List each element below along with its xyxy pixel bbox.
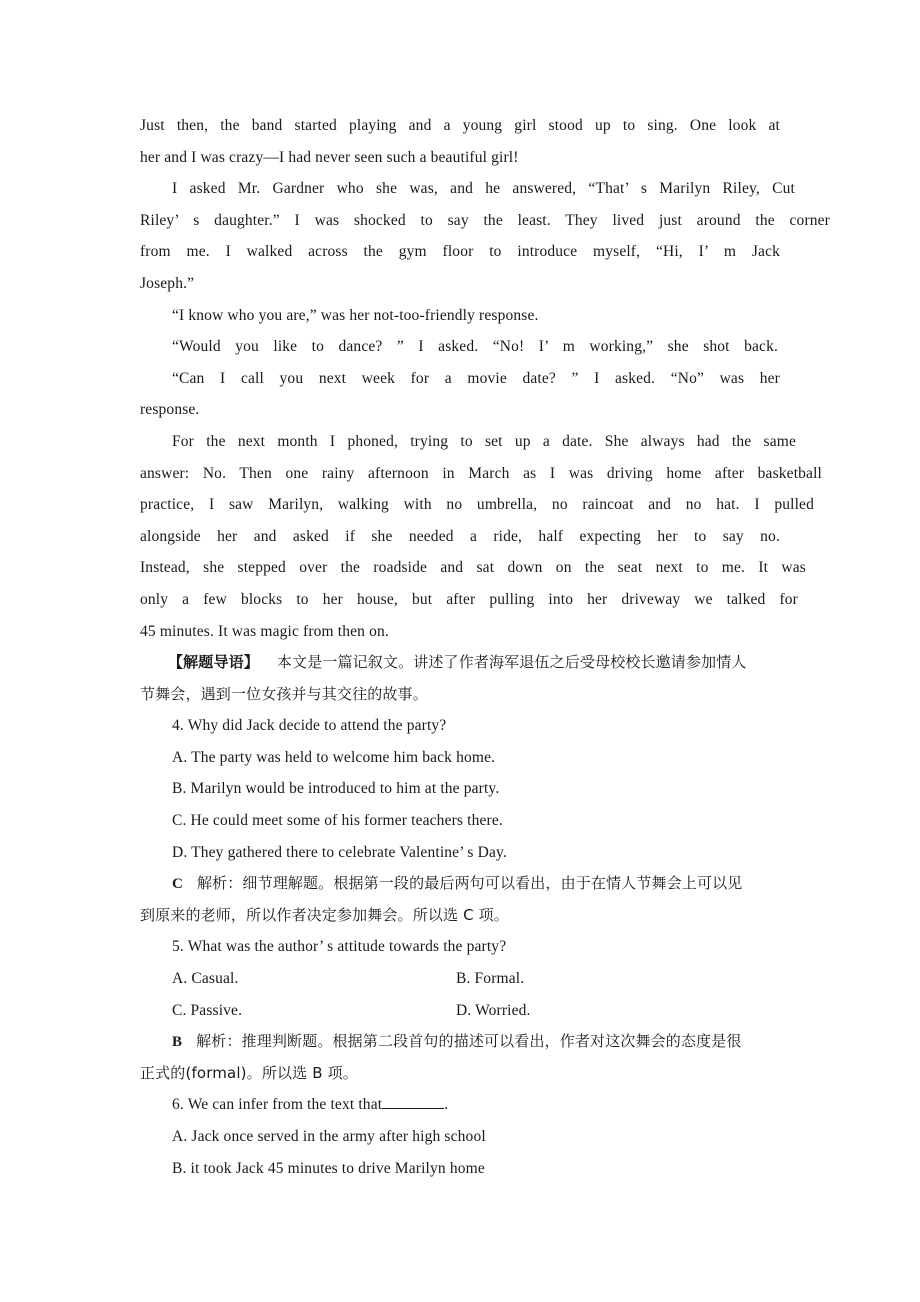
passage-paragraph-5 — [140, 363, 830, 426]
question-number: 5. — [172, 938, 184, 956]
analysis-text-continued: 正式的(formal)。所以选 B 项。 — [140, 1063, 358, 1082]
question-text: We can infer from the text that — [187, 1096, 383, 1114]
passage-paragraph-6 — [140, 426, 830, 647]
options-row — [140, 995, 830, 1027]
answer-blank — [382, 1094, 444, 1109]
question-stem — [140, 931, 830, 963]
passage-line: answer: No. Then one rainy afternoon in March as I was driving home after basketball — [140, 464, 822, 482]
guide-section — [140, 647, 830, 710]
passage-line: from me. I walked across the gym floor to introduce myself, “Hi, I’ m Jack — [140, 243, 780, 261]
option-c: C. Passive. — [172, 1001, 243, 1019]
passage-line: Just then, the band started playing and a young girl stood up to sing. One look at — [140, 117, 780, 134]
question-text: What was the author’ s attitude towards the party? — [187, 938, 507, 956]
option-a: A. The party was held to welcome him back home. — [172, 748, 496, 766]
question-number: 4. — [172, 717, 184, 735]
answer-letter: C — [172, 876, 183, 893]
question-text: Why did Jack decide to attend the party? — [187, 717, 447, 735]
passage-line: practice, I saw Marilyn, walking with no umbrella, no raincoat and no hat. I pulled — [140, 496, 814, 514]
option-b: B. Marilyn would be introduced to him at the party. — [172, 780, 500, 798]
passage-line: Instead, she stepped over the roadside and sat down on the seat next to me. It was — [140, 559, 806, 577]
question-stem — [140, 1089, 830, 1121]
guide-text: 本文是一篇记叙文。讲述了作者海军退伍之后受母校校长邀请参加情人 — [276, 653, 747, 672]
passage-line: alongside her and asked if she needed a ride, half expecting her to say no. — [140, 527, 780, 545]
passage-line: her and I was crazy—I had never seen such a beautiful girl! — [140, 148, 519, 166]
option-b: B. it took Jack 45 minutes to drive Marilyn home — [172, 1159, 485, 1177]
analysis-text: 解析：细节理解题。根据第一段的最后两句可以看出，由于在情人节舞会上可以见 — [196, 874, 743, 893]
passage-line: For the next month I phoned, trying to set up a date. She always had the same — [172, 432, 796, 450]
document-page — [140, 110, 830, 1184]
passage-line: Riley’ s daughter.” I was shocked to say the least. They lived just around the corner — [140, 211, 830, 229]
passage-line: only a few blocks to her house, but after pulling into her driveway we talked for — [140, 590, 798, 608]
analysis-text: 解析：推理判断题。根据第二段首句的描述可以看出，作者对这次舞会的态度是很 — [196, 1032, 742, 1051]
option-c: C. He could meet some of his former teachers there. — [172, 812, 503, 830]
option-b: B. Formal. — [456, 970, 525, 988]
question-stem — [140, 710, 830, 742]
passage-paragraph-3 — [140, 300, 830, 332]
question-4 — [140, 710, 830, 931]
passage-paragraph-4 — [140, 331, 830, 363]
passage-paragraph-2 — [140, 173, 830, 299]
passage-line: response. — [140, 401, 200, 419]
option-d: D. Worried. — [456, 1001, 531, 1019]
passage-line: I asked Mr. Gardner who she was, and he answered, “That’ s Marilyn Riley, Cut — [172, 180, 795, 198]
passage-line: “Would you like to dance? ” I asked. “No! I’ m working,” she shot back. — [172, 338, 778, 356]
answer-analysis — [140, 868, 830, 900]
options-row — [140, 963, 830, 995]
guide-line — [140, 647, 830, 679]
guide-label: 【解题导语】 — [168, 653, 259, 672]
answer-analysis — [140, 1026, 830, 1058]
option-a: A. Casual. — [172, 970, 239, 988]
guide-line: 节舞会，遇到一位女孩并与其交往的故事。 — [140, 684, 428, 703]
question-5 — [140, 931, 830, 1089]
question-number: 6. — [172, 1096, 184, 1114]
passage-line: Joseph.” — [140, 274, 195, 292]
analysis-text-continued: 到原来的老师，所以作者决定参加舞会。所以选 C 项。 — [140, 905, 509, 924]
passage-paragraph-1 — [140, 110, 830, 173]
option-d: D. They gathered there to celebrate Valentine’ s Day. — [172, 843, 507, 861]
option-a: A. Jack once served in the army after high school — [172, 1128, 486, 1145]
answer-letter: B — [172, 1034, 183, 1051]
passage-line: 45 minutes. It was magic from then on. — [140, 622, 389, 640]
question-end: . — [444, 1096, 449, 1114]
passage-line: “Can I call you next week for a movie date? ” I asked. “No” was her — [172, 369, 780, 387]
passage-line: “I know who you are,” was her not-too-friendly response. — [172, 306, 539, 324]
question-6 — [140, 1089, 830, 1184]
